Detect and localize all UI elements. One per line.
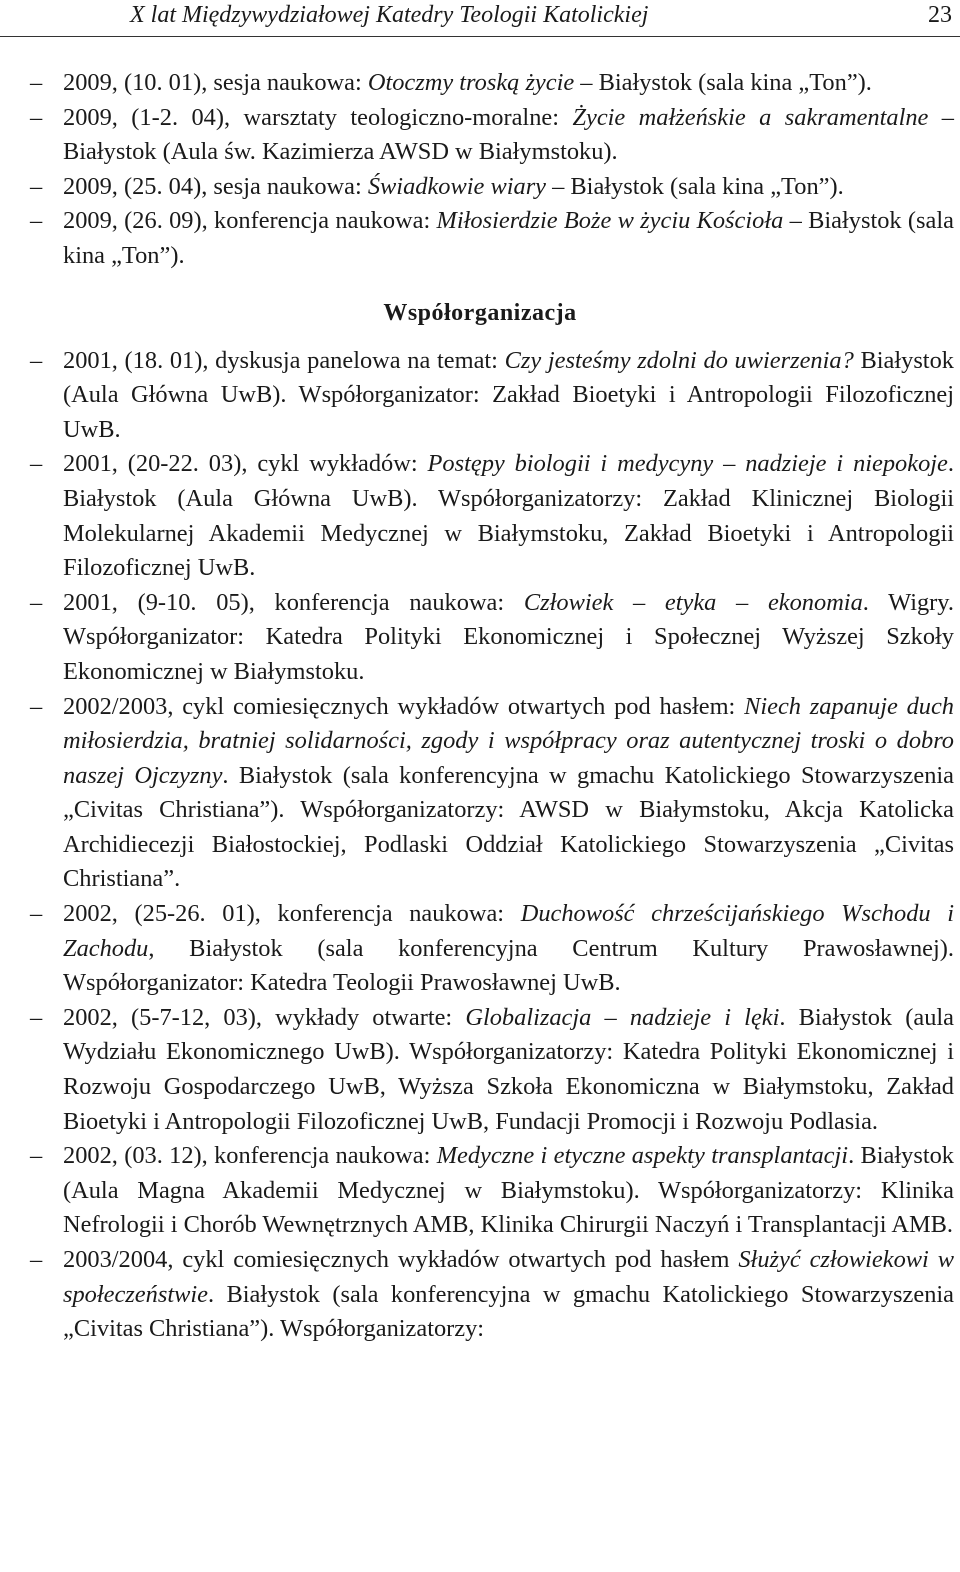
- list-item: – 2002, (25-26. 01), konferencja naukowa: Duchowość chrześcijańskiego Wschodu i Zachodu, Białystok (sala konferencyjna Centrum Kultury Prawosławnej). Współorganizator: Katedra Teologii Prawosławnej UwB.: [0, 897, 960, 1001]
- list-item: – 2002, (5-7-12, 03), wykłady otwarte: Globalizacja – nadzieje i lęki. Białystok (aula Wydziału Ekonomicznego UwB). Współorganizatorzy: Katedra Polityki Ekonomicznej i Rozwoju Gospodarczego UwB, Wyższa Szkoła Ekonomiczna w Białymstoku, Zakład Bioetyki i Antropologii Filozoficznej UwB, Fundacji Promocji i Rozwoju Podlasia.: [0, 1001, 960, 1139]
- running-title: X lat Międzywydziałowej Katedry Teologii Katolickiej: [130, 2, 649, 28]
- list-item: – 2001, (18. 01), dyskusja panelowa na temat: Czy jesteśmy zdolni do uwierzenia? Białystok (Aula Główna UwB). Współorganizator: Zakład Bioetyki i Antropologii Filozoficznej UwB.: [0, 344, 960, 448]
- list-item: – 2002/2003, cykl comiesięcznych wykładów otwartych pod hasłem: Niech zapanuje duch miłosierdzia, bratniej solidarności, zgody i współpracy oraz autentycznej troski o dobro naszej Ojczyzny. Białystok (sala konferencyjna w gmachu Katolickiego Stowarzyszenia „Civitas Christiana”). Współorganizatorzy: AWSD w Białymstoku, Akcja Katolicka Archidiecezji Białostockiej, Podlaski Oddział Katolickiego Stowarzyszenia „Civitas Christiana”.: [0, 690, 960, 898]
- running-header: [0, 0, 960, 37]
- list-item: – 2002, (03. 12), konferencja naukowa: Medyczne i etyczne aspekty transplantacji. Białystok (Aula Magna Akademii Medycznej w Białymstoku). Współorganizatorzy: Klinika Nefrologii i Chorób Wewnętrznych AMB, Klinika Chirurgii Naczyń i Transplantacji AMB.: [0, 1139, 960, 1243]
- list-item: – 2001, (9-10. 05), konferencja naukowa: Człowiek – etyka – ekonomia. Wigry. Współorganizator: Katedra Polityki Ekonomicznej i Społecznej Wyższej Szkoły Ekonomicznej w Białymstoku.: [0, 586, 960, 690]
- page-number: 23: [928, 2, 952, 28]
- list-item: – 2009, (10. 01), sesja naukowa: Otoczmy troską życie – Białystok (sala kina „Ton”).: [0, 66, 960, 101]
- section-heading: Współorganizacja: [383, 299, 577, 326]
- list-item: – 2009, (26. 09), konferencja naukowa: Miłosierdzie Boże w życiu Kościoła – Białystok (sala kina „Ton”).: [0, 204, 960, 273]
- page-content: [0, 66, 960, 1347]
- list-item: – 2009, (1-2. 04), warsztaty teologiczno-moralne: Życie małżeńskie a sakramentalne – Białystok (Aula św. Kazimierza AWSD w Białymstoku).: [0, 101, 960, 170]
- list-item: – 2003/2004, cykl comiesięcznych wykładów otwartych pod hasłem Służyć człowiekowi w społeczeństwie. Białystok (sala konferencyjna w gmachu Katolickiego Stowarzyszenia „Civitas Christiana”). Współorganizatorzy:: [0, 1243, 960, 1347]
- entries-list-organizacja: [0, 66, 960, 274]
- list-item: – 2009, (25. 04), sesja naukowa: Świadkowie wiary – Białystok (sala kina „Ton”).: [0, 170, 960, 205]
- list-item: – 2001, (20-22. 03), cykl wykładów: Postępy biologii i medycyny – nadzieje i niepokoje. Białystok (Aula Główna UwB). Współorganizatorzy: Zakład Klinicznej Biologii Molekularnej Akademii Medycznej w Białymstoku, Zakład Bioetyki i Antropologii Filozoficznej UwB.: [0, 447, 960, 585]
- entries-list-wspolorganizacja: [0, 344, 960, 1347]
